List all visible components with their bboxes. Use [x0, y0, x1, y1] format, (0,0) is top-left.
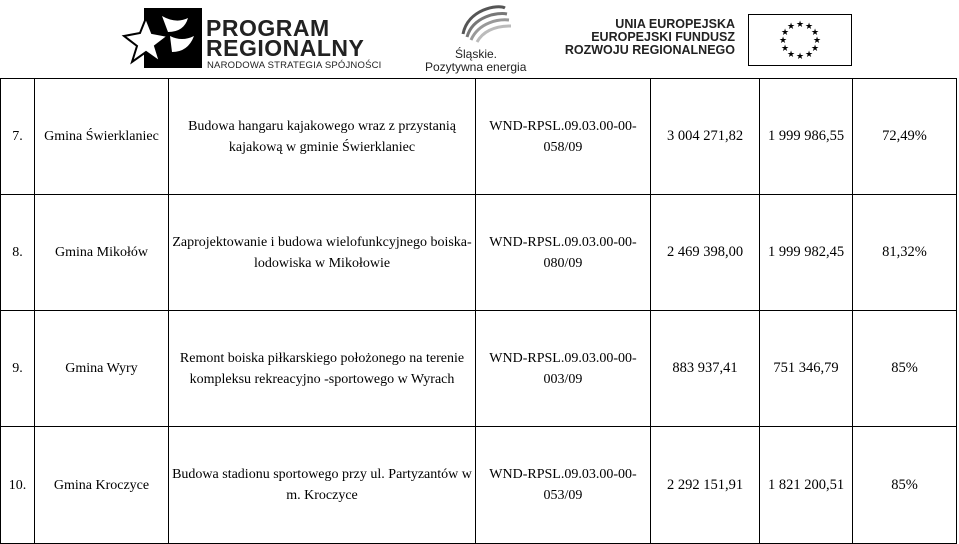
total-value-cell: 3 004 271,82	[651, 79, 760, 195]
grant-value-cell: 1 821 200,51	[760, 427, 853, 544]
row-number: 7.	[1, 79, 35, 195]
application-number-cell: WND-RPSL.09.03.00-00- 058/09	[476, 79, 651, 195]
eu-flag-icon	[748, 14, 852, 66]
beneficiary-cell: Gmina Świerklaniec	[35, 79, 169, 195]
row-number: 8.	[1, 195, 35, 311]
projects-table	[0, 78, 957, 544]
svg-text:★: ★	[778, 36, 788, 46]
total-value-cell: 2 292 151,91	[651, 427, 760, 544]
svg-text:★: ★	[786, 22, 796, 32]
funding-percent-cell: 85%	[853, 427, 957, 544]
svg-text:★: ★	[795, 20, 805, 30]
slaskie-slogan: Pozytywna energia	[425, 60, 527, 74]
slaskie-logo	[425, 4, 540, 72]
svg-text:★: ★	[810, 28, 820, 38]
nss-star-icon	[118, 6, 206, 70]
application-number-cell: WND-RPSL.09.03.00-00- 053/09	[476, 427, 651, 544]
project-title-cell: Remont boiska piłkarskiego położonego na terenie kompleksu rekreacyjno -sportowego w Wyrach	[169, 311, 476, 427]
svg-text:★: ★	[780, 44, 790, 54]
application-number-cell: WND-RPSL.09.03.00-00- 003/09	[476, 311, 651, 427]
svg-text:★: ★	[812, 36, 822, 46]
slaskie-name: Śląskie.	[455, 47, 498, 61]
svg-text:★: ★	[810, 44, 820, 54]
svg-text:★: ★	[804, 22, 814, 32]
beneficiary-cell: Gmina Mikołów	[35, 195, 169, 311]
funding-percent-cell: 85%	[853, 311, 957, 427]
total-value-cell: 2 469 398,00	[651, 195, 760, 311]
svg-text:★: ★	[786, 50, 796, 60]
funding-percent-cell: 72,49%	[853, 79, 957, 195]
table-row	[1, 79, 957, 195]
application-number-cell: WND-RPSL.09.03.00-00- 080/09	[476, 195, 651, 311]
logo-header	[0, 0, 959, 78]
row-number: 9.	[1, 311, 35, 427]
grant-value-cell: 751 346,79	[760, 311, 853, 427]
grant-value-cell: 1 999 986,55	[760, 79, 853, 195]
table-row	[1, 427, 957, 544]
svg-text:★: ★	[804, 50, 814, 60]
row-number: 10.	[1, 427, 35, 544]
total-value-cell: 883 937,41	[651, 311, 760, 427]
table-row	[1, 311, 957, 427]
eu-fund-text: UNIA EUROPEJSKA EUROPEJSKI FUNDUSZ ROZWOJU REGIONALNEGO	[564, 17, 735, 57]
program-title: PROGRAM REGIONALNY	[206, 15, 365, 61]
grant-value-cell: 1 999 982,45	[760, 195, 853, 311]
beneficiary-cell: Gmina Wyry	[35, 311, 169, 427]
slaskie-wave-icon	[453, 4, 513, 44]
svg-text:★: ★	[795, 52, 805, 62]
funding-percent-cell: 81,32%	[853, 195, 957, 311]
program-regionalny-logo	[118, 6, 408, 70]
project-title-cell: Budowa hangaru kajakowego wraz z przystanią kajakową w gminie Świerklaniec	[169, 79, 476, 195]
table-row	[1, 195, 957, 311]
beneficiary-cell: Gmina Kroczyce	[35, 427, 169, 544]
program-subtitle: NARODOWA STRATEGIA SPÓJNOŚCI	[207, 60, 382, 71]
project-title-cell: Budowa stadionu sportowego przy ul. Partyzantów w m. Kroczyce	[169, 427, 476, 544]
svg-text:★: ★	[780, 28, 790, 38]
project-title-cell: Zaprojektowanie i budowa wielofunkcyjnego boiska-lodowiska w Mikołowie	[169, 195, 476, 311]
